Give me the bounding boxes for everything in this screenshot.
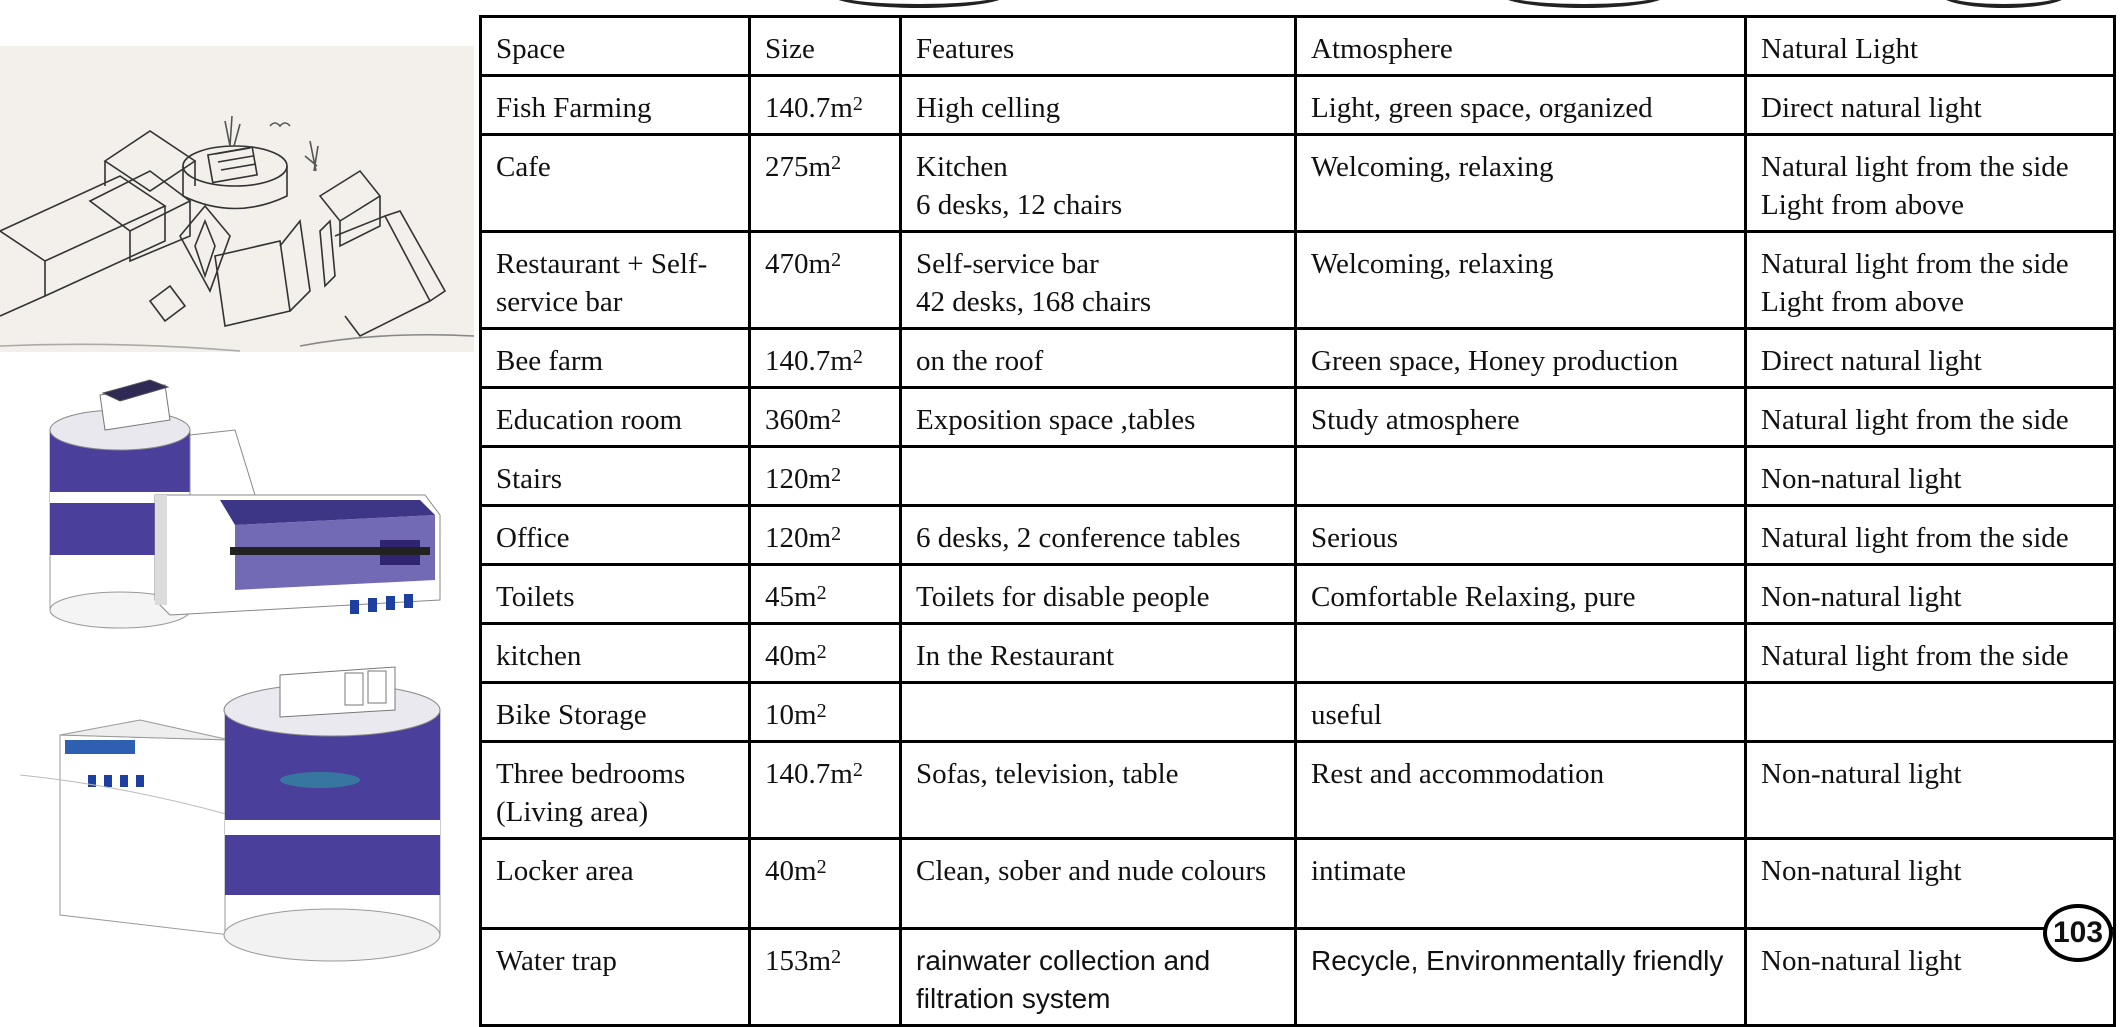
cell-natural-light-line: Non-natural light [1761,855,1962,887]
cell-natural-light-line: Light from above [1761,189,1964,221]
spaces-table [479,15,2116,1027]
size-unit-exponent: 2 [831,405,842,427]
cell-natural-light-line: Non-natural light [1761,463,1962,495]
size-value: 470 [765,248,809,280]
cell-space: kitchen [481,624,750,683]
cell-natural-light-line: Natural light from the side [1761,404,2069,436]
cell-natural-light-line: Natural light from the side [1761,248,2069,280]
cell-atmosphere-line: Rest and accommodation [1311,758,1605,790]
table-body [481,76,2115,1026]
cell-features [901,683,1296,742]
size-unit: m [794,855,817,887]
cell-size [750,135,901,232]
size-unit-exponent: 2 [831,464,842,486]
table-row [481,76,2115,135]
size-unit: m [808,151,832,183]
size-value: 140.7 [765,758,831,790]
cell-size [750,742,901,839]
size-unit-exponent: 2 [831,249,842,271]
cell-features-line: 6 desks, 12 chairs [916,189,1123,221]
cell-features-line: on the roof [916,345,1044,377]
cell-space: Three bedrooms (Living area) [481,742,750,839]
cell-atmosphere-line: Recycle, Environmentally friendly [1311,945,1724,976]
cell-natural-light [1746,683,2115,742]
table-row [481,624,2115,683]
header-size: Size [750,17,901,76]
size-unit-exponent: 2 [852,93,863,115]
cell-features-line: Toilets for disable people [916,581,1210,613]
cell-atmosphere-line: useful [1311,699,1382,731]
cell-features [901,76,1296,135]
cell-size [750,624,901,683]
cell-features [901,232,1296,329]
cell-features-line: In the Restaurant [916,640,1115,672]
size-value: 40 [765,855,794,887]
cell-natural-light-line: Non-natural light [1761,945,1962,977]
cell-atmosphere [1296,565,1746,624]
size-unit: m [794,699,817,731]
cell-atmosphere-line: Study atmosphere [1311,404,1520,436]
cell-natural-light [1746,329,2115,388]
cell-features-line: Clean, sober and nude colours [916,855,1267,887]
size-unit-exponent: 2 [816,582,827,604]
cell-natural-light [1746,76,2115,135]
cell-natural-light [1746,506,2115,565]
header-atmosphere: Atmosphere [1296,17,1746,76]
cell-atmosphere [1296,683,1746,742]
size-value: 10 [765,699,794,731]
cell-atmosphere-line: Welcoming, relaxing [1311,151,1554,183]
header-features: Features [901,17,1296,76]
render-building-top [0,375,474,650]
table-row [481,447,2115,506]
cell-features-line: Exposition space ,tables [916,404,1196,436]
size-value: 140.7 [765,345,831,377]
cell-atmosphere [1296,742,1746,839]
cell-natural-light [1746,624,2115,683]
size-unit: m [808,404,832,436]
size-value: 120 [765,522,809,554]
cell-space: Fish Farming [481,76,750,135]
cell-features [901,388,1296,447]
cell-features [901,329,1296,388]
cell-features [901,929,1296,1026]
cell-size [750,839,901,929]
cell-space: Water trap [481,929,750,1026]
cell-atmosphere [1296,232,1746,329]
cell-natural-light [1746,447,2115,506]
cell-features [901,506,1296,565]
table-row [481,135,2115,232]
size-unit-exponent: 2 [852,759,863,781]
cell-natural-light [1746,135,2115,232]
table-header-row [481,17,2115,76]
cell-atmosphere-line: Comfortable Relaxing, pure [1311,581,1636,613]
cell-natural-light-line: Direct natural light [1761,92,1982,124]
cell-features-line: 42 desks, 168 chairs [916,286,1152,318]
cell-natural-light [1746,742,2115,839]
cell-size [750,929,901,1026]
top-arc-decoration [830,0,1008,8]
cell-natural-light [1746,388,2115,447]
cell-space: Locker area [481,839,750,929]
cell-size [750,388,901,447]
cell-atmosphere [1296,329,1746,388]
header-natural-light: Natural Light [1746,17,2115,76]
cell-features [901,135,1296,232]
size-unit: m [808,248,832,280]
cell-atmosphere [1296,506,1746,565]
cell-space: Cafe [481,135,750,232]
cell-space: Office [481,506,750,565]
table-row [481,232,2115,329]
size-unit: m [808,463,832,495]
cell-natural-light-line: Light from above [1761,286,1964,318]
cell-features [901,565,1296,624]
cell-natural-light [1746,565,2115,624]
table-row [481,329,2115,388]
sketch-drawing [0,46,474,352]
cell-space: Stairs [481,447,750,506]
cell-features-line: Self-service bar [916,248,1099,280]
cell-space: Bee farm [481,329,750,388]
size-value: 120 [765,463,809,495]
cell-atmosphere [1296,447,1746,506]
size-value: 45 [765,581,794,613]
cell-size [750,329,901,388]
cell-features [901,447,1296,506]
page-number-badge: 103 [2043,904,2113,962]
cell-features [901,742,1296,839]
size-unit-exponent: 2 [852,346,863,368]
cell-size [750,232,901,329]
top-arc-decoration [1940,0,2068,8]
cell-natural-light-line: Natural light from the side [1761,151,2069,183]
cell-space: Toilets [481,565,750,624]
size-value: 40 [765,640,794,672]
size-unit-exponent: 2 [816,641,827,663]
cell-size [750,76,901,135]
cell-features [901,624,1296,683]
cell-features-line: Kitchen [916,151,1008,183]
cell-features [901,839,1296,929]
table-row [481,388,2115,447]
cell-features-line: rainwater collection and filtration system [916,945,1211,1014]
cell-natural-light [1746,232,2115,329]
header-space: Space [481,17,750,76]
cell-features-line: 6 desks, 2 conference tables [916,522,1241,554]
size-unit-exponent: 2 [816,700,827,722]
cell-size [750,565,901,624]
cell-atmosphere [1296,839,1746,929]
cell-natural-light-line: Direct natural light [1761,345,1982,377]
top-arc-decoration [1500,0,1668,8]
size-unit-exponent: 2 [816,856,827,878]
cell-atmosphere-line: Serious [1311,522,1398,554]
size-value: 275 [765,151,809,183]
table-row [481,839,2115,929]
cell-atmosphere-line: Light, green space, organized [1311,92,1653,124]
render-building-bottom [0,655,474,966]
cell-atmosphere-line: intimate [1311,855,1407,887]
size-unit-exponent: 2 [831,946,842,968]
cell-features-line: Sofas, television, table [916,758,1179,790]
table-row [481,506,2115,565]
cell-atmosphere-line: Welcoming, relaxing [1311,248,1554,280]
cell-atmosphere-line: Green space, Honey production [1311,345,1679,377]
cell-natural-light-line: Non-natural light [1761,581,1962,613]
cell-natural-light-line: Non-natural light [1761,758,1962,790]
size-unit-exponent: 2 [831,523,842,545]
table-row [481,742,2115,839]
cell-space: Restaurant + Self-service bar [481,232,750,329]
cell-atmosphere [1296,624,1746,683]
cell-atmosphere [1296,929,1746,1026]
cell-features-line: High celling [916,92,1061,124]
size-value: 140.7 [765,92,831,124]
cell-size [750,683,901,742]
cell-atmosphere [1296,388,1746,447]
size-unit: m [794,581,817,613]
size-unit: m [830,758,853,790]
size-unit-exponent: 2 [831,152,842,174]
cell-atmosphere [1296,76,1746,135]
size-unit: m [808,522,832,554]
table-row [481,929,2115,1026]
cell-size [750,506,901,565]
cell-space: Bike Storage [481,683,750,742]
table-row [481,683,2115,742]
size-value: 153 [765,945,809,977]
cell-atmosphere [1296,135,1746,232]
size-unit: m [794,640,817,672]
size-value: 360 [765,404,809,436]
cell-natural-light-line: Natural light from the side [1761,640,2069,672]
size-unit: m [830,345,853,377]
size-unit: m [830,92,853,124]
cell-space: Education room [481,388,750,447]
cell-size [750,447,901,506]
cell-natural-light-line: Natural light from the side [1761,522,2069,554]
size-unit: m [808,945,832,977]
table-row [481,565,2115,624]
